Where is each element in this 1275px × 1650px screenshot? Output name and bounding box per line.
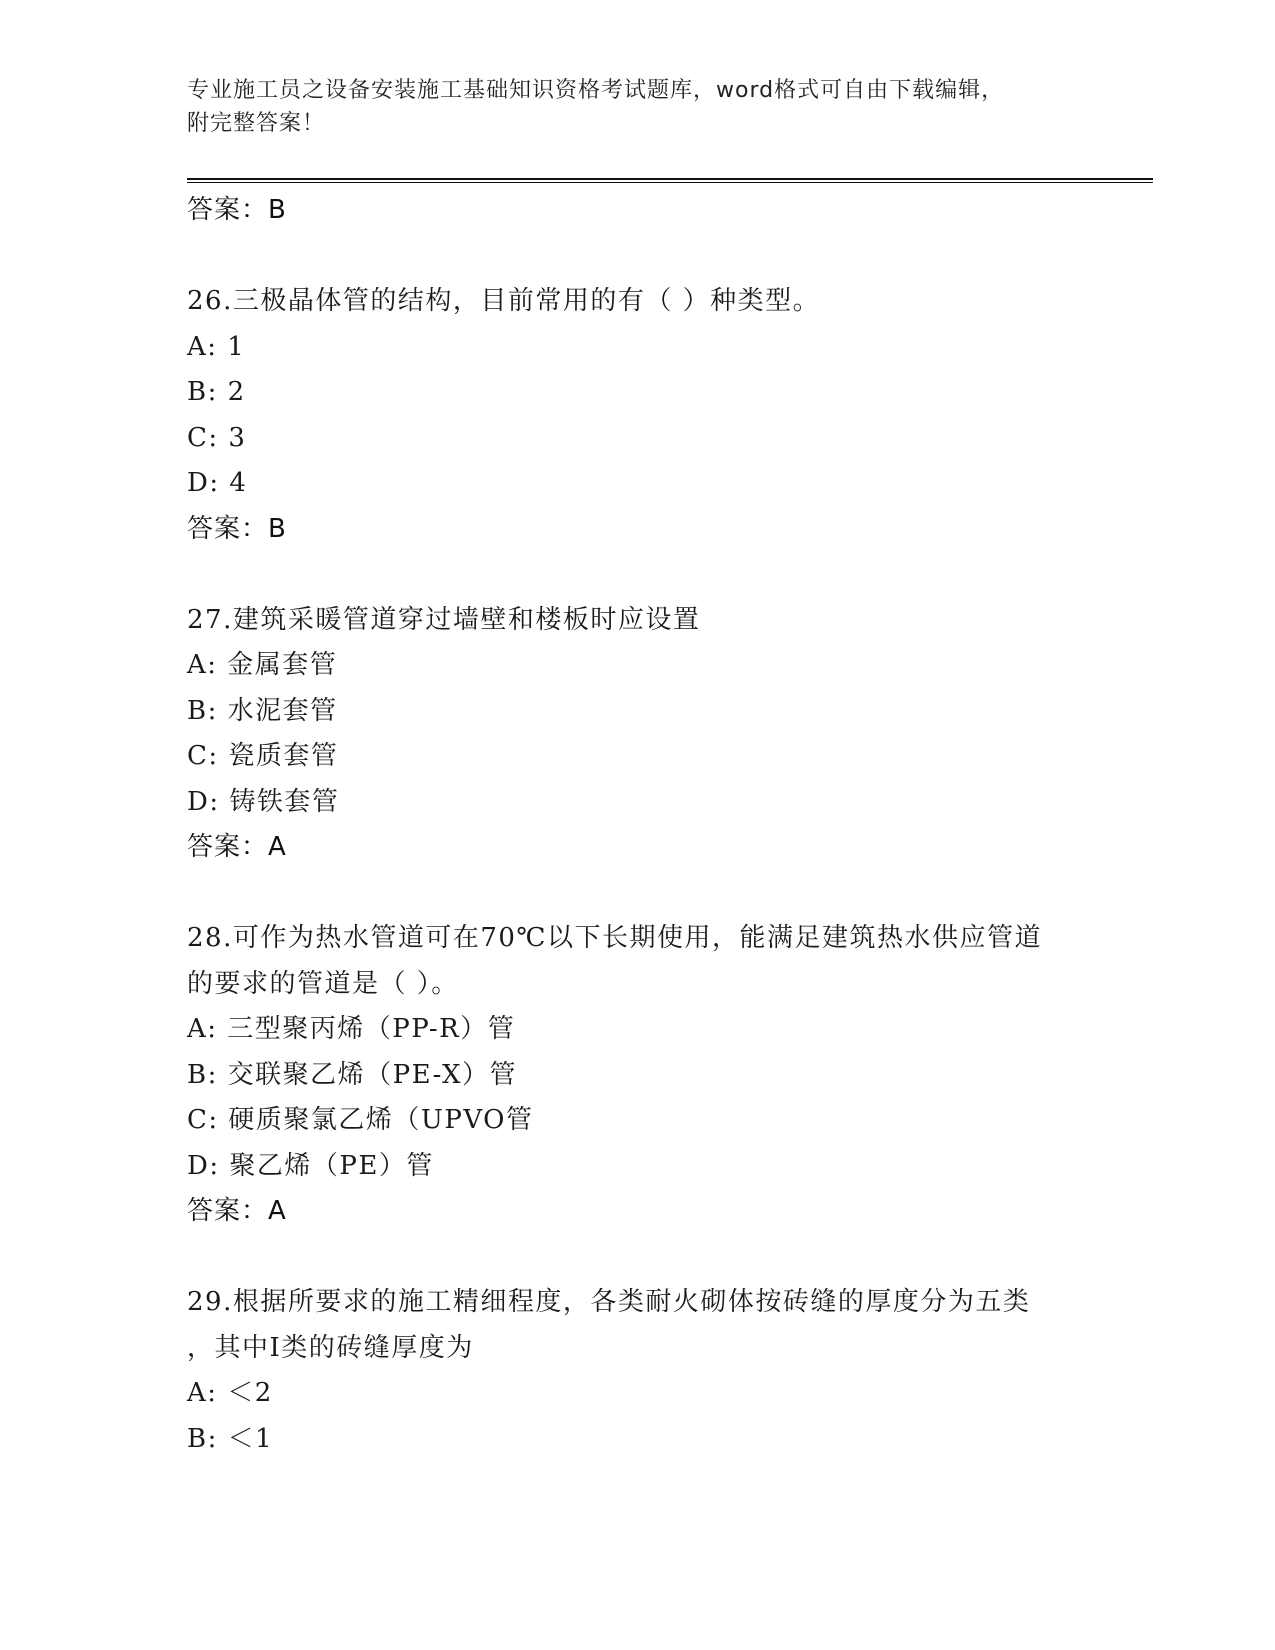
document-body	[187, 188, 1147, 1462]
header-line-1: 专业施工员之设备安装施工基础知识资格考试题库，word格式可自由下载编辑，	[187, 78, 1005, 103]
header-divider	[187, 178, 1153, 183]
option-a: A: 金属套管	[187, 650, 338, 680]
question-text: 27.建筑采暖管道穿过墙壁和楼板时应设置	[187, 604, 701, 635]
option-c: C: 硬质聚氯乙烯（UPVO管	[187, 1105, 534, 1135]
question-text: 29.根据所要求的施工精细程度，各类耐火砌体按砖缝的厚度分为五类	[187, 1287, 1031, 1317]
option-b: B: 2	[187, 377, 246, 407]
header-line-2: 附完整答案！	[187, 111, 326, 136]
question-text: 26.三极晶体管的结构，目前常用的有（ ）种类型。	[187, 286, 821, 316]
question-26	[187, 279, 1147, 552]
option-b: B: 交联聚乙烯（PE-X）管	[187, 1059, 517, 1090]
question-28	[187, 916, 1147, 1235]
question-27	[187, 598, 1147, 871]
answer: 答案：A	[187, 832, 287, 862]
option-d: D: 聚乙烯（PE）管	[187, 1150, 434, 1181]
option-a: A: ＜2	[187, 1378, 273, 1408]
question-29	[187, 1280, 1147, 1462]
option-c: C: 3	[187, 422, 247, 453]
option-b: B: 水泥套管	[187, 695, 338, 726]
page-header	[187, 74, 1087, 140]
option-d: D: 4	[187, 468, 248, 498]
question-text: 28.可作为热水管道可在70℃以下长期使用，能满足建筑热水供应管道	[187, 923, 1043, 953]
option-b: B: ＜1	[187, 1423, 274, 1454]
option-a: A: 1	[187, 331, 246, 362]
option-c: C: 瓷质套管	[187, 741, 339, 771]
question-text-continued: ，其中Ⅰ类的砖缝厚度为	[187, 1332, 474, 1363]
answer: 答案：A	[187, 1196, 287, 1226]
question-text-continued: 的要求的管道是（ ）。	[187, 968, 459, 999]
option-d: D: 铸铁套管	[187, 786, 340, 817]
previous-answer: 答案：B	[187, 195, 287, 225]
answer: 答案：B	[187, 513, 287, 544]
option-a: A: 三型聚丙烯（PP-R）管	[187, 1014, 516, 1044]
